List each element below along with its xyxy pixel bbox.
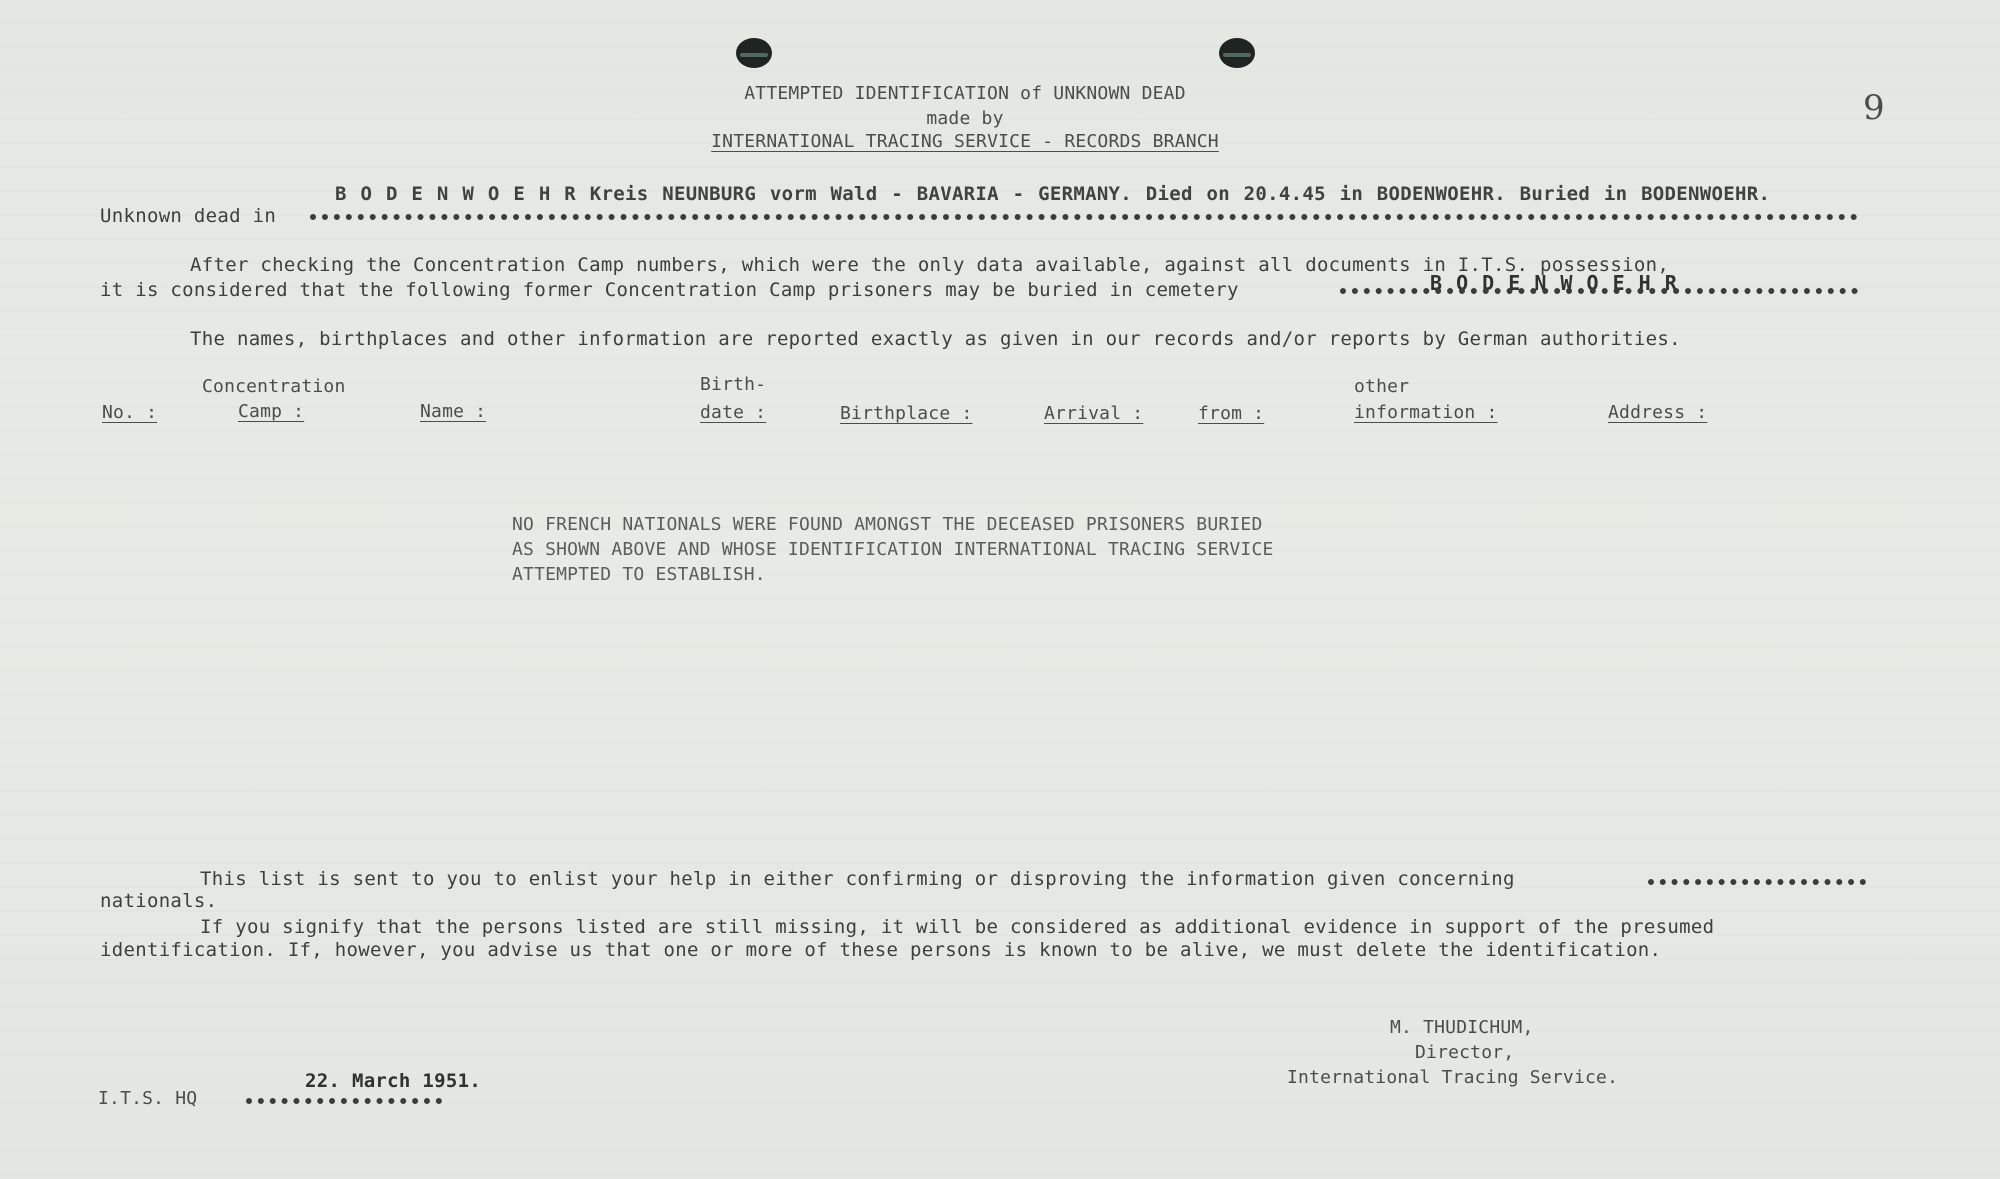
- header-other-information: information :: [1354, 402, 1498, 423]
- signatory-organisation: International Tracing Service.: [1287, 1067, 1619, 1088]
- records-note: The names, birthplaces and other information are reported exactly as given in our records and/or reports by German authorities.: [190, 328, 1681, 350]
- header-birthplace: Birthplace :: [840, 403, 973, 424]
- closing-line-3: If you signify that the persons listed are still missing, it will be considered as additional evidence in support of the presumed: [200, 916, 1715, 938]
- header-address: Address :: [1608, 402, 1708, 423]
- dotted-fill: [1340, 288, 1858, 294]
- notice-line-2: AS SHOWN ABOVE AND WHOSE IDENTIFICATION INTERNATIONAL TRACING SERVICE: [512, 539, 1274, 560]
- closing-line-1: This list is sent to you to enlist your help in either confirming or disproving the information given concerning: [200, 868, 1515, 890]
- header-name: Name :: [420, 401, 487, 422]
- dotted-fill: [1648, 879, 1866, 885]
- header-camp-top: Concentration: [202, 376, 346, 397]
- checking-line-2: it is considered that the following former Concentration Camp prisoners may be buried in cemetery: [100, 279, 1239, 301]
- header-camp: Camp :: [238, 401, 305, 422]
- header-other-top: other: [1354, 376, 1410, 397]
- header-birthdate: date :: [700, 402, 767, 423]
- notice-line-1: NO FRENCH NATIONALS WERE FOUND AMONGST THE DECEASED PRISONERS BURIED: [512, 514, 1263, 535]
- document-date: 22. March 1951.: [305, 1070, 482, 1092]
- notice-line-3: ATTEMPTED TO ESTABLISH.: [512, 564, 766, 585]
- made-by: made by: [926, 108, 1004, 129]
- punch-hole-left: [736, 38, 772, 68]
- dotted-fill: [246, 1098, 442, 1104]
- unknown-dead-label: Unknown dead in: [100, 205, 277, 227]
- header-from: from :: [1198, 403, 1265, 424]
- punch-hole-right: [1219, 38, 1255, 68]
- closing-line-4: identification. If, however, you advise us that one or more of these persons is known to be alive, we must delete the identification.: [100, 939, 1662, 961]
- header-no: No. :: [102, 402, 158, 423]
- closing-line-2: nationals.: [100, 890, 218, 912]
- burial-location: B O D E N W O E H R Kreis NEUNBURG vorm Wald - BAVARIA - GERMANY. Died on 20.4.45 in BODENWOEHR. Buried in BODENWOEHR.: [335, 183, 1771, 205]
- signatory-name: M. THUDICHUM,: [1390, 1017, 1534, 1038]
- cemetery-name: B O D E N W O E H R: [1430, 271, 1678, 295]
- signatory-title: Director,: [1415, 1042, 1515, 1063]
- page-number: 9: [1863, 88, 1885, 128]
- dotted-fill: [310, 214, 1858, 220]
- header-birthdate-top: Birth-: [700, 374, 767, 395]
- header-arrival: Arrival :: [1044, 403, 1144, 424]
- document-title: ATTEMPTED IDENTIFICATION of UNKNOWN DEAD: [744, 83, 1186, 104]
- checking-line-1: After checking the Concentration Camp numbers, which were the only data available, against all documents in I.T.S. possession,: [190, 254, 1670, 276]
- organisation-heading: INTERNATIONAL TRACING SERVICE - RECORDS BRANCH: [711, 131, 1219, 152]
- its-hq-label: I.T.S. HQ: [98, 1088, 198, 1109]
